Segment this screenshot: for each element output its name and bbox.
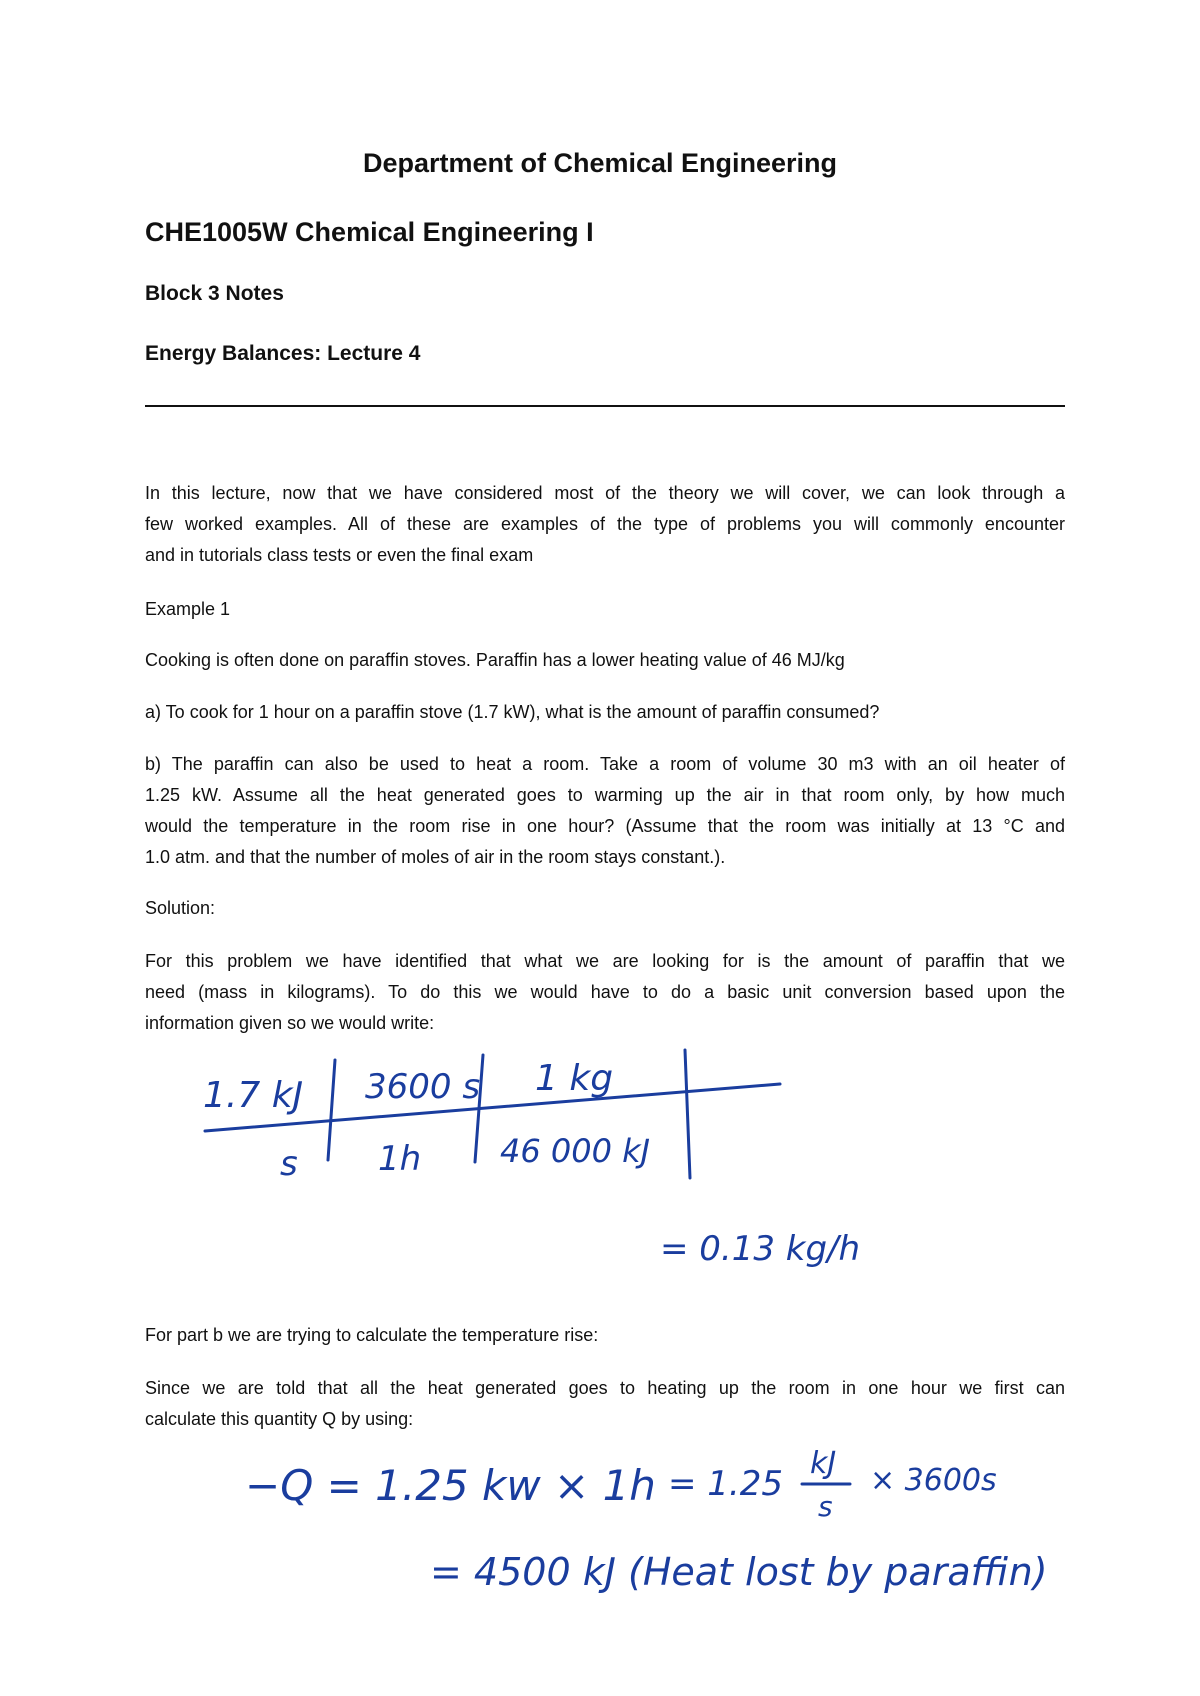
solution-para1-line-1: For this problem we have identified that what we are looking for is the amount of paraffin that we [145, 951, 1065, 971]
conversion-result: = 0.13 kg/h [660, 1229, 861, 1269]
conversion-bottom-3: 46 000 kJ [500, 1132, 651, 1170]
heat-line-1-numerator: kJ [810, 1446, 837, 1481]
lecture-heading: Energy Balances: Lecture 4 [145, 342, 421, 365]
conversion-top-2: 3600 s [365, 1067, 481, 1107]
department-title: Department of Chemical Engineering [362, 148, 838, 178]
example-statement: Cooking is often done on paraffin stoves. Paraffin has a lower heating value of 46 MJ/kg [145, 650, 845, 670]
solution-para1-line-3: information given so we would write: [145, 1013, 435, 1033]
course-title: CHE1005W Chemical Engineering I [145, 217, 594, 247]
conversion-bottom-1: s [280, 1144, 298, 1184]
heat-line-2: = 4500 kJ (Heat lost by paraffin) [430, 1550, 1048, 1594]
heat-line-1-lhs: −Q = 1.25 kw × 1h [245, 1461, 656, 1510]
intro-line-1: In this lecture, now that we have considered most of the theory we will cover, we can look through a [145, 483, 1065, 503]
example-part-b-line-1: b) The paraffin can also be used to heat a room. Take a room of volume 30 m3 with an oil heater of [145, 754, 1065, 774]
heat-line-1-denominator: s [818, 1490, 833, 1523]
conversion-top-1: 1.7 kJ [203, 1075, 304, 1116]
part-b-intro: For part b we are trying to calculate the temperature rise: [145, 1325, 599, 1345]
solution-para2-line-2: calculate this quantity Q by using: [145, 1409, 414, 1429]
example-part-a: a) To cook for 1 hour on a paraffin stove (1.7 kW), what is the amount of paraffin consumed? [145, 702, 880, 722]
heat-line-1-value: = 1.25 [668, 1464, 783, 1504]
example-part-b-line-4: 1.0 atm. and that the number of moles of air in the room stays constant.). [145, 847, 726, 867]
example-part-b-line-2: 1.25 kW. Assume all the heat generated goes to warming up the air in that room only, by how much [145, 785, 1065, 805]
example-label: Example 1 [145, 599, 231, 619]
conversion-bottom-2: 1h [378, 1139, 422, 1179]
intro-line-2: few worked examples. All of these are examples of the type of problems you will commonly encounter [145, 514, 1065, 534]
conversion-top-3: 1 kg [535, 1058, 614, 1099]
solution-label: Solution: [145, 898, 216, 918]
heat-equation [245, 1446, 1048, 1594]
solution-para2-line-1: Since we are told that all the heat generated goes to heating up the room in one hour we first can [145, 1378, 1065, 1398]
heat-line-1-rhs: × 3600s [870, 1463, 997, 1498]
block-heading: Block 3 Notes [145, 282, 284, 305]
solution-para1-line-2: need (mass in kilograms). To do this we would have to do a basic unit conversion based upon the [145, 982, 1065, 1002]
example-part-b-line-3: would the temperature in the room rise in one hour? (Assume that the room was initially at 13 °C and [145, 816, 1065, 836]
intro-line-3: and in tutorials class tests or even the final exam [145, 545, 534, 565]
